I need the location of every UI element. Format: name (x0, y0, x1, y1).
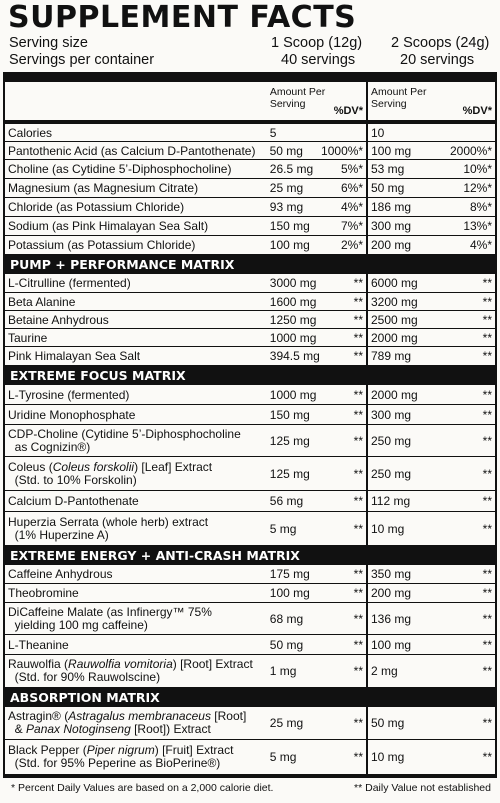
table-row: Calories 5 10 (5, 124, 495, 142)
table-row: Taurine 1000 mg ** 2000 mg ** (5, 329, 495, 347)
table-row: L-Tyrosine (fermented) 1000 mg ** 2000 mg ** (5, 385, 495, 405)
servings-per-container-label: Servings per container (9, 52, 155, 68)
serving-size-2: 2 Scoops (24g) (391, 35, 490, 51)
table-row: Theobromine 100 mg ** 200 mg ** (5, 584, 495, 603)
servings-1: 40 servings (281, 52, 356, 68)
footnote-not-established: ** Daily Value not established (354, 782, 491, 794)
table-row: CDP-Choline (Cytidine 5’-Diphosphocholine as Cognizin®) 125 mg ** 250 mg ** (5, 425, 495, 457)
serving-size-1: 1 Scoop (12g) (271, 35, 363, 51)
table-row: Caffeine Anhydrous 175 mg ** 350 mg ** (5, 565, 495, 584)
table-row: Sodium (as Pink Himalayan Sea Salt) 150 mg 7%* 300 mg 13%* (5, 217, 495, 236)
table-row: Choline (as Cytidine 5’-Diphosphocholine) 26.5 mg 5%* 53 mg 10%* (5, 160, 495, 179)
table-row: L-Citrulline (fermented) 3000 mg ** 6000 mg ** (5, 274, 495, 293)
thick-divider (3, 72, 497, 82)
table-row: Rauwolfia (Rauwolfia vomitoria) [Root] Extract (Std. for 90% Rauwolscine) 1 mg ** 2 mg ** (5, 655, 495, 688)
dv-label-2: %DV* (462, 105, 492, 117)
table-row: Uridine Monophosphate 150 mg ** 300 mg ** (5, 405, 495, 425)
dv-label-1: %DV* (333, 105, 364, 117)
table-row: Pink Himalayan Sea Salt 394.5 mg ** 789 mg ** (5, 347, 495, 366)
table-row: L-Theanine 50 mg ** 100 mg ** (5, 635, 495, 655)
table-row: DiCaffeine Malate (as Infinergy™ 75% yielding 100 mg caffeine) 68 mg ** 136 mg ** (5, 603, 495, 635)
table-row: Astragin® (Astragalus membranaceus [Root] & Panax Notoginseng [Root]) Extract 25 mg ** 50 mg ** (5, 707, 495, 740)
table-row: Pantothenic Acid (as Calcium D-Pantothenate) 50 mg 1000%* 100 mg 2000%* (5, 142, 495, 160)
table-row: Potassium (as Potassium Chloride) 100 mg 2%* 200 mg 4%* (5, 236, 495, 255)
amount-per-serving-label-2: Amount Per Serving (371, 86, 427, 110)
table-row: Coleus (Coleus forskolii) [Leaf] Extract (Std. to 10% Forskolin) 125 mg ** 250 mg ** (5, 457, 495, 491)
footnotes (3, 778, 497, 798)
section-energy: EXTREME ENERGY + ANTI-CRASH MATRIX (5, 546, 495, 565)
table-row: Black Pepper (Piper nigrum) [Fruit] Extract (Std. for 95% Peperine as BioPerine®) 5 mg ** 10 mg ** (5, 740, 495, 778)
table-row: Huperzia Serrata (whole herb) extract (1% Huperzine A) 5 mg ** 10 mg ** (5, 512, 495, 546)
table-row: Betaine Anhydrous 1250 mg ** 2500 mg ** (5, 311, 495, 329)
section-focus: EXTREME FOCUS MATRIX (5, 366, 495, 385)
panel-title: SUPPLEMENT FACTS (8, 0, 357, 35)
table-row: Beta Alanine 1600 mg ** 3200 mg ** (5, 293, 495, 311)
section-pump: PUMP + PERFORMANCE MATRIX (5, 255, 495, 274)
footnote-daily-value: * Percent Daily Values are based on a 2,000 calorie diet. (11, 782, 274, 794)
table-header (5, 82, 495, 124)
table-row: Magnesium (as Magnesium Citrate) 25 mg 6%* 50 mg 12%* (5, 179, 495, 198)
servings-2: 20 servings (400, 52, 475, 68)
serving-size-label: Serving size (9, 35, 88, 51)
facts-table (3, 82, 497, 778)
section-absorption: ABSORPTION MATRIX (5, 688, 495, 707)
serving-info (3, 34, 497, 72)
table-row: Calcium D-Pantothenate 56 mg ** 112 mg ** (5, 491, 495, 512)
amount-per-serving-label-1: Amount Per Serving (269, 86, 326, 110)
table-row: Chloride (as Potassium Chloride) 93 mg 4%* 186 mg 8%* (5, 198, 495, 217)
